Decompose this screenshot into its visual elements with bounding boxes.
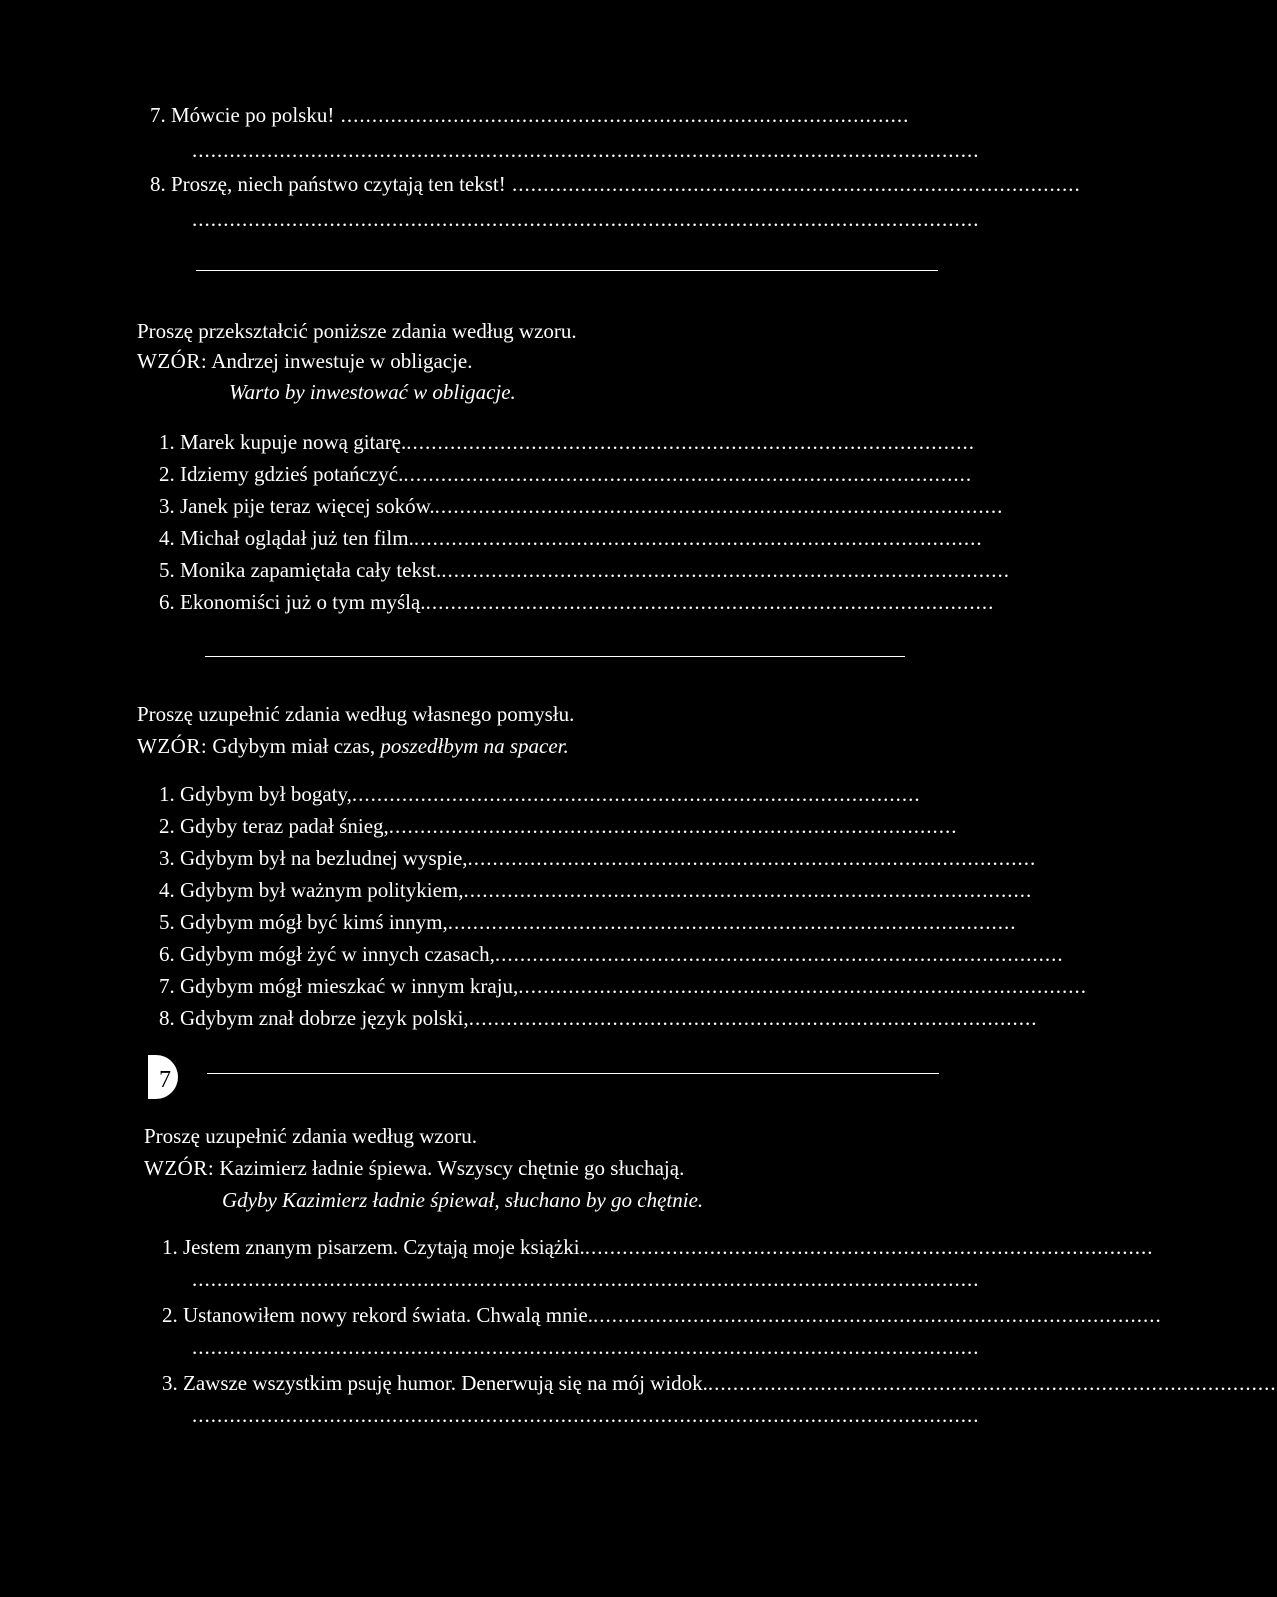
wzor-line [137, 732, 937, 760]
exercise-item: 1. Jestem znanym pisarzem. Czytają moje książki............................................................................................ [162, 1235, 1154, 1259]
exercise-item: 7. Gdybym mógł mieszkać w innym kraju,........................................................................................... [159, 974, 1088, 998]
item-text: 2. Idziemy gdzieś potańczyć. [159, 462, 404, 486]
exercise-item: 5. Gdybym mógł być kimś innym,........................................................................................... [159, 910, 1017, 934]
exercise-item: 8. Proszę, niech państwo czytają ten tekst! ........................................................................................... [150, 172, 1081, 196]
exercise-instruction: Proszę uzupełnić zdania według wzoru. [144, 1124, 477, 1148]
answer-line: .............................................................................................................................. [192, 1403, 980, 1427]
item-text: 7. Mówcie po polsku! [150, 103, 335, 127]
badge-number: 7 [159, 1067, 171, 1093]
exercise-item: 3. Gdybym był na bezludnej wyspie,........................................................................................... [159, 846, 1037, 870]
exercise-item: 8. Gdybym znał dobrze język polski,........................................................................................... [159, 1006, 1038, 1030]
section-divider [196, 270, 938, 271]
wzor-answer: Gdyby Kazimierz ładnie śpiewał, słuchano by go chętnie. [222, 1188, 704, 1212]
exercise-item: 4. Gdybym był ważnym politykiem,........................................................................................... [159, 878, 1033, 902]
wzor-label: WZÓR: [137, 734, 208, 758]
item-text: 1. Marek kupuje nową gitarę. [159, 430, 407, 454]
item-text: 8. Proszę, niech państwo czytają ten tekst! [150, 172, 506, 196]
item-text: 8. Gdybym znał dobrze język polski, [159, 1006, 469, 1030]
section-divider [207, 1073, 939, 1074]
exercise-item: 2. Idziemy gdzieś potańczyć............................................................................................ [159, 462, 973, 486]
exercise-instruction: Proszę uzupełnić zdania według własnego pomysłu. [137, 702, 575, 726]
answer-line: .............................................................................................................................. [192, 1335, 980, 1359]
exercise-item: 7. Mówcie po polsku! ........................................................................................... [150, 103, 910, 127]
wzor-answer: Warto by inwestować w obligacje. [229, 380, 516, 404]
item-text: 4. Michał oglądał już ten film. [159, 526, 414, 550]
item-text: 3. Janek pije teraz więcej soków. [159, 494, 435, 518]
item-text: 2. Ustanowiłem nowy rekord świata. Chwalą mnie. [162, 1303, 593, 1327]
item-text: 1. Jestem znanym pisarzem. Czytają moje książki. [162, 1235, 585, 1259]
item-text: 2. Gdyby teraz padał śnieg, [159, 814, 389, 838]
answer-line: .............................................................................................................................. [192, 207, 980, 231]
exercise-item: 2. Gdyby teraz padał śnieg,........................................................................................... [159, 814, 958, 838]
section-divider [205, 656, 905, 657]
wzor-text: Andrzej inwestuje w obligacje. [211, 349, 473, 373]
badge-shape-icon [148, 1055, 178, 1099]
exercise-item: 2. Ustanowiłem nowy rekord świata. Chwalą mnie............................................................................................ [162, 1303, 1162, 1327]
item-text: 5. Gdybym mógł być kimś innym, [159, 910, 448, 934]
wzor-label: WZÓR: [144, 1156, 215, 1180]
answer-line: .............................................................................................................................. [192, 1267, 980, 1291]
exercise-instruction: Proszę przekształcić poniższe zdania według wzoru. [137, 319, 577, 343]
answer-line: .............................................................................................................................. [192, 138, 980, 162]
item-text: 6. Ekonomiści już o tym myślą. [159, 590, 426, 614]
item-text: 1. Gdybym był bogaty, [159, 782, 352, 806]
exercise-item: 4. Michał oglądał już ten film............................................................................................ [159, 526, 983, 550]
item-text: 3. Gdybym był na bezludnej wyspie, [159, 846, 468, 870]
item-text: 7. Gdybym mógł mieszkać w innym kraju, [159, 974, 519, 998]
item-text: 4. Gdybym był ważnym politykiem, [159, 878, 464, 902]
exercise-item: 1. Marek kupuje nową gitarę............................................................................................ [159, 430, 976, 454]
exercise-item: 3. Janek pije teraz więcej soków............................................................................................ [159, 494, 1004, 518]
exercise-item: 6. Gdybym mógł żyć w innych czasach,........................................................................................... [159, 942, 1064, 966]
exercise-item: 3. Zawsze wszystkim psuję humor. Denerwują się na mój widok............................................................................................ [162, 1371, 1277, 1395]
exercise-number-badge [148, 1055, 178, 1099]
item-text: 5. Monika zapamiętała cały tekst. [159, 558, 442, 582]
exercise-item: 1. Gdybym był bogaty,........................................................................................... [159, 782, 921, 806]
exercise-item: 6. Ekonomiści już o tym myślą............................................................................................ [159, 590, 995, 614]
item-text: 3. Zawsze wszystkim psuję humor. Denerwują się na mój widok. [162, 1371, 708, 1395]
wzor-line [144, 1154, 944, 1182]
wzor-text: Kazimierz ładnie śpiewa. Wszyscy chętnie go słuchają. [219, 1156, 685, 1180]
wzor-line [137, 347, 937, 375]
wzor-answer: poszedłbym na spacer. [380, 734, 569, 758]
wzor-text: Gdybym miał czas, [212, 734, 376, 758]
exercise-item: 5. Monika zapamiętała cały tekst............................................................................................ [159, 558, 1010, 582]
item-text: 6. Gdybym mógł żyć w innych czasach, [159, 942, 495, 966]
wzor-label: WZÓR: [137, 349, 208, 373]
